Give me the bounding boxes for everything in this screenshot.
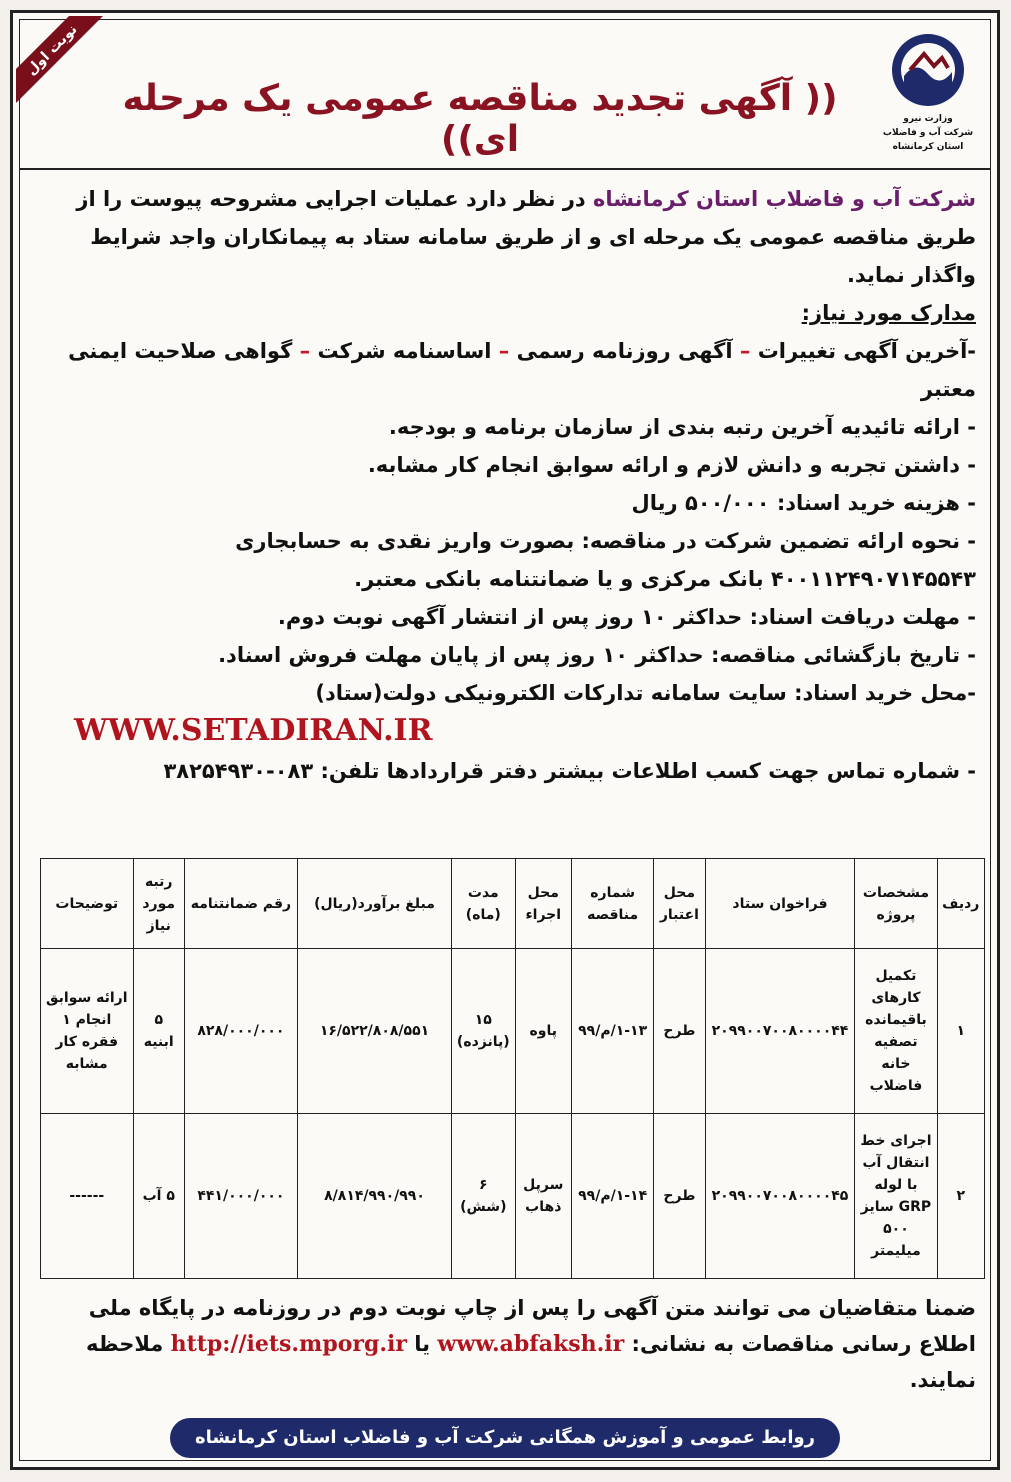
notice-body — [34, 180, 976, 790]
column-header: محل اعتبار — [654, 859, 705, 949]
docs-list: -آخرین آگهی تغییرات – آگهی روزنامه رسمی – اساسنامه شرکت – گواهی صلاحیت ایمنی معتبر — [68, 339, 976, 401]
table-cell: ۲ — [937, 1114, 984, 1279]
table-cell: ۵ ابنیه — [133, 949, 184, 1114]
doc-item-b: آگهی روزنامه رسمی — [516, 339, 733, 363]
table-cell: ۱ — [937, 949, 984, 1114]
requirement-item: - داشتن تجربه و دانش لازم و ارائه سوابق انجام کار مشابه. — [367, 453, 976, 477]
projects-table — [40, 858, 985, 1279]
column-header: شماره مناقصه — [572, 859, 654, 949]
logo-caption: استان کرمانشاه — [892, 142, 964, 152]
requirement-item: - هزینه خرید اسناد: ۵۰۰/۰۰۰ ریال — [631, 491, 976, 515]
column-header: مبلغ برآورد(ریال) — [297, 859, 451, 949]
table-cell: سرپل ذهاب — [515, 1114, 572, 1279]
notice-frame — [19, 19, 991, 1461]
ribbon-label: نوبت اول — [16, 16, 106, 106]
column-header: مشخصات پروژه — [855, 859, 937, 949]
table-cell: طرح — [654, 1114, 705, 1279]
contact-line: - شماره تماس جهت کسب اطلاعات بیشتر دفتر قراردادها تلفن: ۰۸۳-۳۸۲۵۴۹۳۰ — [163, 759, 976, 783]
table-cell: ------ — [41, 1114, 134, 1279]
logo-text-mid: شرکت آب و فاضلاب — [882, 128, 974, 138]
table-cell: تکمیل کارهای باقیمانده تصفیه خانه فاضلاب — [855, 949, 937, 1114]
requirement-item: - تاریخ بازگشائی مناقصه: حداکثر ۱۰ روز پس از پایان مهلت فروش اسناد. — [218, 643, 976, 667]
table-cell: ۸/۸۱۴/۹۹۰/۹۹۰ — [297, 1114, 451, 1279]
column-header: رتبه مورد نیاز — [133, 859, 184, 949]
table-cell: پاوه — [515, 949, 572, 1114]
column-header: فراخوان ستاد — [705, 859, 855, 949]
requirement-item: - نحوه ارائه تضمین شرکت در مناقصه: بصورت واریز نقدی به حسابجاری ۴۰۰۱۱۲۴۹۰۷۱۴۵۵۴۳ بانک مرکزی و یا ضمانتنامه بانکی معتبر. — [235, 529, 976, 591]
public-relations-bar: روابط عمومی و آموزش همگانی شرکت آب و فاضلاب استان کرمانشاه — [170, 1418, 840, 1458]
setad-url-row — [34, 712, 976, 752]
notice-page — [10, 10, 1000, 1470]
table-cell: اجرای خط انتقال آب با لوله GRP سایز ۵۰۰ میلیمتر — [855, 1114, 937, 1279]
corner-ribbon — [16, 16, 106, 106]
setad-url[interactable]: WWW.SETADIRAN.IR — [74, 713, 433, 748]
notice-title: (( آگهی تجدید مناقصه عمومی یک مرحله ای)) — [122, 78, 838, 160]
requirement-item: - مهلت دریافت اسناد: حداکثر ۱۰ روز پس از انتشار آگهی نوبت دوم. — [277, 605, 976, 629]
column-header: توضیحات — [41, 859, 134, 949]
table-row — [41, 949, 985, 1114]
table-cell: ۴۴۱/۰۰۰/۰۰۰ — [184, 1114, 297, 1279]
column-header: ردیف — [937, 859, 984, 949]
column-header: رقم ضمانتنامه — [184, 859, 297, 949]
organization-name: شرکت آب و فاضلاب استان کرمانشاه — [593, 187, 976, 211]
company-logo — [878, 30, 978, 162]
docs-heading: مدارک مورد نیاز: — [801, 301, 976, 325]
requirement-item: - ارائه تائیدیه آخرین رتبه بندی از سازمان برنامه و بودجه. — [388, 415, 976, 439]
footer-text-1: ضمنا متقاضیان می توانند متن آگهی را پس از چاپ نوبت دوم در روزنامه در پایگاه ملی اطلاع رسانی مناقصات به نشانی: — [88, 1296, 976, 1356]
table-cell: ۶ (شش) — [452, 1114, 515, 1279]
doc-item-c: اساسنامه شرکت — [317, 339, 492, 363]
logo-text-top: وزارت نیرو — [903, 114, 953, 124]
requirement-item: -محل خرید اسناد: سایت سامانه تدارکات الکترونیکی دولت(ستاد) — [315, 681, 976, 705]
iets-link[interactable]: http://iets.mporg.ir — [170, 1331, 407, 1357]
table-cell: ۱۶/۵۲۲/۸۰۸/۵۵۱ — [297, 949, 451, 1114]
table-row — [41, 1114, 985, 1279]
doc-item-d: گواهی صلاحیت ایمنی معتبر — [68, 339, 976, 401]
intro-paragraph — [34, 180, 976, 294]
table-cell: ۸۲۸/۰۰۰/۰۰۰ — [184, 949, 297, 1114]
table-cell: ۵ آب — [133, 1114, 184, 1279]
table-cell: ۱-۱۴/م/۹۹ — [572, 1114, 654, 1279]
table-cell: ۲۰۹۹۰۰۷۰۰۸۰۰۰۰۴۵ — [705, 1114, 855, 1279]
abfaksh-link[interactable]: www.abfaksh.ir — [437, 1331, 625, 1357]
table-cell: طرح — [654, 949, 705, 1114]
header — [20, 20, 990, 170]
table-header-row — [41, 859, 985, 949]
water-company-logo-icon — [888, 30, 968, 110]
intro-text: در نظر دارد عملیات اجرایی مشروحه پیوست را از طریق مناقصه عمومی یک مرحله ای و از طریق سامانه ستاد به پیمانکاران واجد شرایط واگذار نماید. — [76, 187, 976, 287]
doc-item-a: -آخرین آگهی تغییرات — [757, 339, 976, 363]
footer-paragraph — [34, 1290, 976, 1398]
column-header: محل اجراء — [515, 859, 572, 949]
column-header: مدت (ماه) — [452, 859, 515, 949]
footer-text-2: ملاحظه نمایند. — [86, 1332, 976, 1392]
table-cell: ۱-۱۳/م/۹۹ — [572, 949, 654, 1114]
footer-or: یا — [414, 1332, 431, 1356]
table-cell: ۱۵ (پانزده) — [452, 949, 515, 1114]
table-cell: ۲۰۹۹۰۰۷۰۰۸۰۰۰۰۴۴ — [705, 949, 855, 1114]
table-cell: ارائه سوابق انجام ۱ فقره کار مشابه — [41, 949, 134, 1114]
